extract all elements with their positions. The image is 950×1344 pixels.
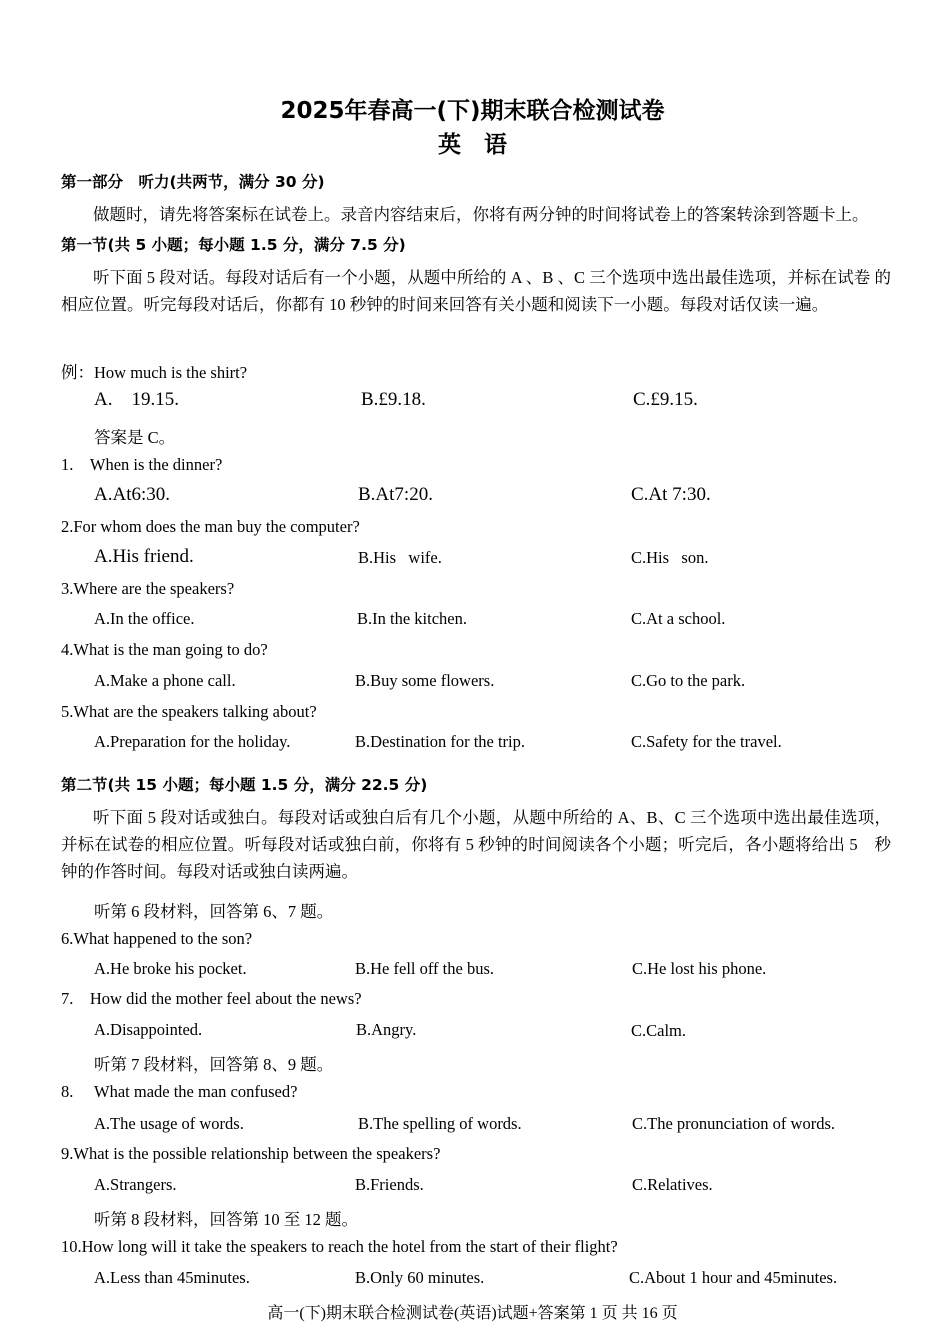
- q10-option-c: C.About 1 hour and 45minutes.: [629, 1268, 838, 1287]
- question-6: 6.What happened to the son?: [61, 929, 253, 948]
- q3-option-a: A.In the office.: [94, 609, 195, 628]
- q2-option-a: A.His friend.: [94, 546, 194, 567]
- q10-option-a: A.Less than 45minutes.: [94, 1268, 250, 1287]
- question-1: 1. When is the dinner?: [61, 455, 223, 474]
- question-2: 2.For whom does the man buy the computer?: [61, 517, 360, 536]
- q1-option-b: B.At7:20.: [358, 484, 433, 505]
- part1-heading: 第一部分 听力(共两节，满分 30 分): [61, 173, 325, 191]
- part1-instruction: 做题时，请先将答案标在试卷上。录音内容结束后，你将有两分钟的时间将试卷上的答案转涂到答题卡上。: [93, 205, 869, 224]
- q9-option-c: C.Relatives.: [632, 1175, 713, 1194]
- exam-title: 2025年春高一(下)期末联合检测试卷: [280, 98, 665, 124]
- q8-option-c: C.The pronunciation of words.: [632, 1114, 836, 1133]
- q3-option-c: C.At a school.: [631, 609, 726, 628]
- q6-option-b: B.He fell off the bus.: [355, 959, 495, 978]
- q1-option-c: C.At 7:30.: [631, 484, 711, 505]
- q4-option-a: A.Make a phone call.: [94, 671, 236, 690]
- question-9: 9.What is the possible relationship between the speakers?: [61, 1144, 441, 1163]
- section2-instruction: 听下面 5 段对话或独白。每段对话或独白后有几个小题，从题中所给的 A、B、C 三个选项中选出最佳选项， 并标在试卷的相应位置。听每段对话或独白前，你将有 5 秒钟的时间阅读各个小题；听完后，各小题将给出 5 秒钟的作答时间。每段对话或独白读两遍。: [61, 808, 891, 881]
- q6-option-a: A.He broke his pocket.: [94, 959, 247, 978]
- q9-option-a: A.Strangers.: [94, 1175, 177, 1194]
- q7-option-c: C.Calm.: [631, 1021, 687, 1040]
- q6-option-c: C.He lost his phone.: [632, 959, 767, 978]
- q4-option-b: B.Buy some flowers.: [355, 671, 495, 690]
- section2-heading: 第二节(共 15 小题；每小题 1.5 分，满分 22.5 分): [61, 776, 428, 794]
- q5-option-a: A.Preparation for the holiday.: [94, 732, 291, 751]
- question-10: 10.How long will it take the speakers to reach the hotel from the start of their flight?: [61, 1237, 618, 1256]
- question-8: 8. What made the man confused?: [61, 1082, 298, 1101]
- q7-option-a: A.Disappointed.: [94, 1020, 203, 1039]
- q1-option-a: A.At6:30.: [94, 484, 170, 505]
- example-option-b: B.£9.18.: [361, 389, 426, 410]
- q8-option-b: B.The spelling of words.: [358, 1114, 522, 1133]
- subject-title: 英 语: [438, 132, 507, 158]
- q4-option-c: C.Go to the park.: [631, 671, 746, 690]
- q2-option-c: C.His son.: [631, 548, 709, 567]
- q8-option-a: A.The usage of words.: [94, 1114, 244, 1133]
- page-footer: 高一(下)期末联合检测试卷(英语)试题+答案第 1 页 共 16 页: [267, 1305, 678, 1322]
- material-8-note: 听第 8 段材料，回答第 10 至 12 题。: [94, 1210, 358, 1229]
- question-3: 3.Where are the speakers?: [61, 579, 235, 598]
- example-option-c: C.£9.15.: [633, 389, 698, 410]
- section1-instruction: 听下面 5 段对话。每段对话后有一个小题，从题中所给的 A 、B 、C 三个选项中选出最佳选项，并标在试卷 的相应位置。听完每段对话后，你都有 10 秒钟的时间来回答有关小题和阅读下一小题。每段对话仅读一遍。: [61, 268, 891, 314]
- q10-option-b: B.Only 60 minutes.: [355, 1268, 485, 1287]
- q2-option-b: B.His wife.: [358, 548, 442, 567]
- material-7-note: 听第 7 段材料，回答第 8、9 题。: [94, 1055, 334, 1074]
- q5-option-b: B.Destination for the trip.: [355, 732, 526, 751]
- material-6-note: 听第 6 段材料，回答第 6、7 题。: [94, 902, 334, 921]
- question-4: 4.What is the man going to do?: [61, 640, 268, 659]
- section1-heading: 第一节(共 5 小题；每小题 1.5 分，满分 7.5 分): [61, 236, 406, 254]
- example-question: 例：How much is the shirt?: [61, 363, 248, 382]
- question-5: 5.What are the speakers talking about?: [61, 702, 317, 721]
- question-7: 7. How did the mother feel about the news?: [61, 989, 362, 1008]
- q3-option-b: B.In the kitchen.: [357, 609, 467, 628]
- q9-option-b: B.Friends.: [355, 1175, 424, 1194]
- q5-option-c: C.Safety for the travel.: [631, 732, 782, 751]
- example-option-a: A. 19.15.: [94, 389, 179, 410]
- q7-option-b: B.Angry.: [356, 1020, 417, 1039]
- example-answer: 答案是 C。: [94, 428, 176, 447]
